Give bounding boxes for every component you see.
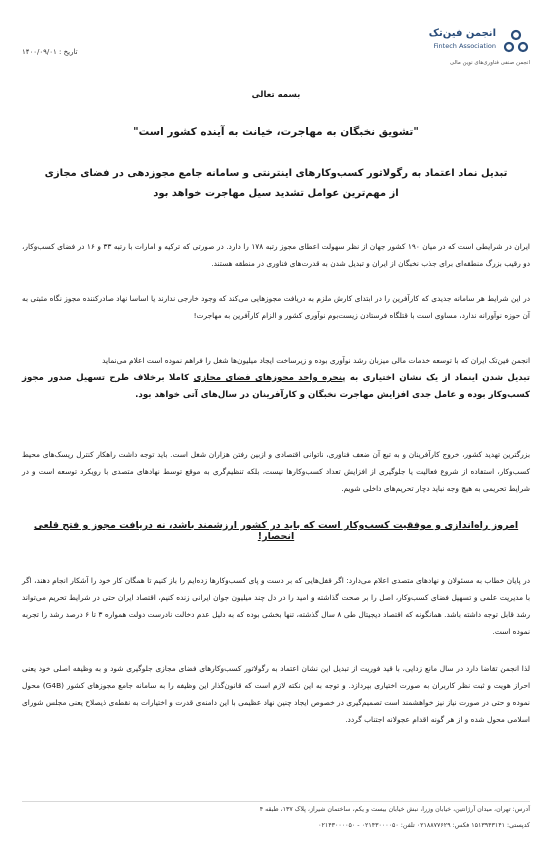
- paragraph-5: در پایان خطاب به مسئولان و نهادهای متصدی اعلام می‌دارد: اگر قفل‌هایی که بر دست و پای کسب‌وکارها زده‌ایم را باز کنیم تا همگان کار خود را آشکار انجام دهند، اگر با مدیریت علمی و تسهیل فضای کسب‌وکار، اصل را بر صحت گذاشته و امید را در دل چند میلیون جوان ایرانی زنده کنیم، اقتصاد ایران حتی در شرایط تحریم می‌تواند رشد قابل توجه داشته باشد. همانگونه که اقتصاد دیجیتال طی ۸ سال گذشته، تنها بخشی بوده که به دلیل عدم دخالت نادرست دولت همواره ۳ تا ۶ درصد رشد را تجربه نموده است.: [22, 576, 531, 636]
- footer-divider: [22, 801, 530, 802]
- logo-subtitle: انجمن صنفی فناوری‌های نوین مالی: [449, 60, 530, 66]
- paragraph-2: در این شرایط هر سامانه جدیدی که کارآفرین را در ابتدای کارش ملزم به دریافت مجوزهایی می‌کند که وجود خارجی ندارند یا اساسا نهاد صادرکننده مجوز نگاه مثبتی به آن حوزه نوآورانه ندارد، مساوی است با قتلگاه فرستادن زیست‌بوم نوآوری کشور و الزام کارآفرین به مهاجرت!: [22, 294, 530, 320]
- paragraph-3-underlined: پنجره واحد مجوزهای فضای مجازی: [193, 373, 346, 383]
- fintech-logo-icon: [502, 28, 530, 56]
- paragraph-6: لذا انجمن تقاضا دارد در سال مانع زدایی، با قید فوریت از تبدیل این نشان اعتماد به رگولاتور کسب‌وکارهای فضای مجازی جلوگیری شود و به وظیفه اصلی خود یعنی احراز هویت و ثبت نظر کاربران به صورت اختیاری بپردازد. و توجه به این نکته لازم است که قانون‌گذار این وظیفه را به سامانه جامع مجوزهای کشور (G4B) محول نموده و حتی در صورت نیاز نیز خواهشمند است تصمیم‌گیری در خصوص ایجاد چنین نهاد عظیمی با این دامنه‌ی قدرت و اختیارات به نقطه‌ی ذیصلاح یعنی مجلس شورای اسلامی محول شده و از هر گونه اقدام عجولانه اجتناب گردد.: [22, 664, 530, 724]
- logo-name-fa: انجمن فین‌تک: [428, 28, 496, 39]
- basmala: بسمه تعالی: [251, 90, 301, 100]
- quote-title: "تشویق نخبگان به مهاجرت، خیانت به آینده کشور است": [133, 126, 419, 138]
- paragraph-3-intro: انجمن فین‌تک ایران که با توسعه خدمات مالی میزبان رشد نوآوری بوده و زیرساخت ایجاد میلیون‌ها شغل را فراهم نموده است اعلام می‌نماید: [102, 356, 530, 365]
- footer-address: آدرس: تهران، میدان آرژانتین، خیابان وزرا، نبش خیابان بیست و یکم، ساختمان شیراز، پلاک ۱۳۷، طبقه ۴: [259, 806, 530, 813]
- footer-contact: کدپستی: ۱۵۱۳۹۴۳۱۴۱ فکس: ۰۲۱۸۸۷۷۶۲۹ تلفن: ۰۲۱۴۳۰۰۰۰۵۰ - ۰۲۱۴۳۰۰۰۰۵۰: [318, 822, 530, 829]
- letter-header: [0, 26, 552, 100]
- letter-date: تاریخ : ۱۴۰۰/۰۹/۰۱: [22, 48, 78, 56]
- highlight-statement: امروز راه‌اندازی و موفقیت کسب‌وکار است که باید در کشور ارزشمند باشد، نه دریافت مجوز و فتح قلعی انحصار!: [33, 520, 519, 542]
- main-title: [20, 164, 532, 204]
- fintech-logo: [410, 26, 530, 72]
- paragraph-3-part-b: کاملا برخلاف طرح تسهیل صدور مجوز کسب‌وکار بوده و عامل جدی افزایش مهاجرت نخبگان و کارآفرینان در سال‌های آتی خواهد بود.: [22, 373, 530, 400]
- main-title-line-1: تبدیل نماد اعتماد به رگولاتور کسب‌وکارهای اینترنتی و سامانه جامع مجوزدهی در فضای مجازی: [44, 168, 508, 179]
- paragraph-1: ایران در شرایطی است که در میان ۱۹۰ کشور جهان از نظر سهولت اعطای مجوز رتبه ۱۷۸ را دارد. در صورتی که ترکیه و امارات با رتبه ۳۳ و ۱۶ در فضای کسب‌وکار، دو رقیب بزرگ منطقه‌ای برای جذب نخبگان از ایران و تبدیل شدن به قدرت‌های فناوری در منطقه هستند.: [22, 242, 530, 268]
- main-title-line-2: از مهم‌ترین عوامل تشدید سیل مهاجرت خواهد بود: [153, 188, 399, 199]
- paragraph-4: بزرگترین تهدید کشور، خروج کارآفرینان و به تبع آن ضعف فناوری، ناتوانی اقتصادی و ازبین رفتن هزاران شغل است. باید توجه داشت راهکار کنترل ریسک‌های محیط کسب‌وکار، استفاده از شروع فعالیت یا جلوگیری از افزایش تعداد کسب‌وکارها نیست، بلکه تنظیم‌گری به موقع توسط نهادهای متصدی با رویکرد توسعه است و در شرایط تحریمی به هیچ وجه نباید دچار تحریم‌های داخلی شویم.: [22, 450, 530, 493]
- paragraph-3-statement: [22, 370, 530, 404]
- logo-name-en: Fintech Association: [433, 42, 496, 50]
- paragraph-3-part-a: تبدیل شدن اینماد از یک نشان اختیاری به: [345, 373, 530, 383]
